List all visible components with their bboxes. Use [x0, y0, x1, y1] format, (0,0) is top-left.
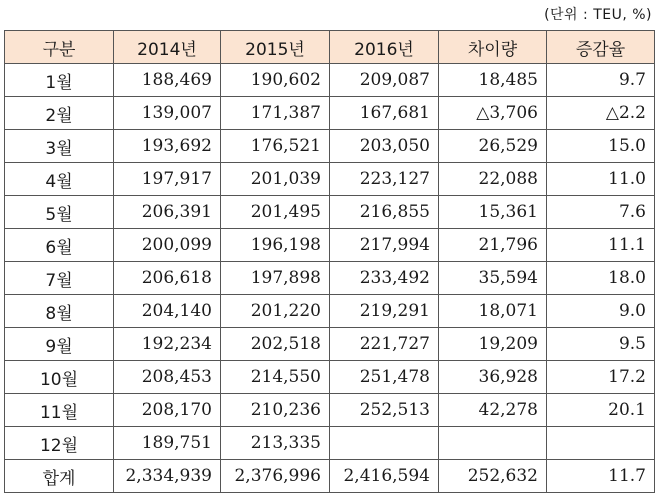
table-row	[5, 64, 655, 97]
value-2014-cell: 200,099	[114, 229, 221, 262]
difference-cell: △3,706	[439, 97, 547, 130]
month-cell: 1월	[5, 64, 114, 97]
change-rate-cell: 15.0	[547, 130, 655, 163]
value-2016-cell: 203,050	[330, 130, 439, 163]
difference-cell	[439, 427, 547, 460]
value-2014-cell: 188,469	[114, 64, 221, 97]
month-cell: 9월	[5, 328, 114, 361]
table-row	[5, 262, 655, 295]
header-difference: 차이량	[439, 31, 547, 64]
month-cell: 11월	[5, 394, 114, 427]
difference-cell: 22,088	[439, 163, 547, 196]
table-row	[5, 130, 655, 163]
value-2014-cell: 2,334,939	[114, 460, 221, 493]
change-rate-cell	[547, 427, 655, 460]
table-row	[5, 361, 655, 394]
month-cell: 5월	[5, 196, 114, 229]
table-header	[5, 31, 655, 64]
difference-cell: 18,485	[439, 64, 547, 97]
change-rate-cell: 9.0	[547, 295, 655, 328]
header-2014: 2014년	[114, 31, 221, 64]
value-2016-cell: 223,127	[330, 163, 439, 196]
value-2014-cell: 206,618	[114, 262, 221, 295]
value-2015-cell: 213,335	[221, 427, 330, 460]
difference-cell: 35,594	[439, 262, 547, 295]
monthly-teu-table	[4, 30, 655, 493]
value-2016-cell	[330, 427, 439, 460]
value-2016-cell: 233,492	[330, 262, 439, 295]
value-2014-cell: 197,917	[114, 163, 221, 196]
total-row	[5, 460, 655, 493]
difference-cell: 18,071	[439, 295, 547, 328]
header-category: 구분	[5, 31, 114, 64]
difference-cell: 15,361	[439, 196, 547, 229]
value-2015-cell: 171,387	[221, 97, 330, 130]
difference-cell: 19,209	[439, 328, 547, 361]
value-2014-cell: 192,234	[114, 328, 221, 361]
change-rate-cell: 11.7	[547, 460, 655, 493]
header-2015: 2015년	[221, 31, 330, 64]
difference-cell: 36,928	[439, 361, 547, 394]
value-2016-cell: 219,291	[330, 295, 439, 328]
difference-cell: 26,529	[439, 130, 547, 163]
table-row	[5, 295, 655, 328]
change-rate-cell: 9.5	[547, 328, 655, 361]
change-rate-cell: 11.0	[547, 163, 655, 196]
change-rate-cell: 11.1	[547, 229, 655, 262]
value-2015-cell: 214,550	[221, 361, 330, 394]
month-cell: 2월	[5, 97, 114, 130]
value-2016-cell: 221,727	[330, 328, 439, 361]
month-cell: 8월	[5, 295, 114, 328]
table-row	[5, 196, 655, 229]
change-rate-cell: 9.7	[547, 64, 655, 97]
month-cell: 7월	[5, 262, 114, 295]
value-2015-cell: 201,039	[221, 163, 330, 196]
value-2014-cell: 208,453	[114, 361, 221, 394]
table-row	[5, 163, 655, 196]
value-2014-cell: 139,007	[114, 97, 221, 130]
value-2015-cell: 201,220	[221, 295, 330, 328]
difference-cell: 42,278	[439, 394, 547, 427]
value-2014-cell: 189,751	[114, 427, 221, 460]
table-row	[5, 229, 655, 262]
value-2015-cell: 2,376,996	[221, 460, 330, 493]
value-2015-cell: 201,495	[221, 196, 330, 229]
header-change-rate: 증감율	[547, 31, 655, 64]
header-2016: 2016년	[330, 31, 439, 64]
value-2016-cell: 216,855	[330, 196, 439, 229]
table-row	[5, 97, 655, 130]
value-2015-cell: 197,898	[221, 262, 330, 295]
value-2014-cell: 206,391	[114, 196, 221, 229]
value-2016-cell: 209,087	[330, 64, 439, 97]
value-2014-cell: 208,170	[114, 394, 221, 427]
value-2015-cell: 190,602	[221, 64, 330, 97]
month-cell: 합계	[5, 460, 114, 493]
value-2015-cell: 196,198	[221, 229, 330, 262]
value-2014-cell: 193,692	[114, 130, 221, 163]
change-rate-cell: 7.6	[547, 196, 655, 229]
unit-note: (단위 : TEU, %)	[544, 7, 652, 23]
value-2016-cell: 252,513	[330, 394, 439, 427]
change-rate-cell: △2.2	[547, 97, 655, 130]
month-cell: 12월	[5, 427, 114, 460]
value-2016-cell: 217,994	[330, 229, 439, 262]
value-2015-cell: 210,236	[221, 394, 330, 427]
table-row	[5, 427, 655, 460]
month-cell: 10월	[5, 361, 114, 394]
value-2016-cell: 2,416,594	[330, 460, 439, 493]
table-body	[5, 64, 655, 493]
value-2015-cell: 202,518	[221, 328, 330, 361]
change-rate-cell: 17.2	[547, 361, 655, 394]
value-2016-cell: 251,478	[330, 361, 439, 394]
table-row	[5, 328, 655, 361]
change-rate-cell: 18.0	[547, 262, 655, 295]
value-2015-cell: 176,521	[221, 130, 330, 163]
value-2016-cell: 167,681	[330, 97, 439, 130]
value-2014-cell: 204,140	[114, 295, 221, 328]
difference-cell: 252,632	[439, 460, 547, 493]
change-rate-cell: 20.1	[547, 394, 655, 427]
month-cell: 4월	[5, 163, 114, 196]
month-cell: 6월	[5, 229, 114, 262]
header-row	[5, 31, 655, 64]
month-cell: 3월	[5, 130, 114, 163]
difference-cell: 21,796	[439, 229, 547, 262]
table-row	[5, 394, 655, 427]
